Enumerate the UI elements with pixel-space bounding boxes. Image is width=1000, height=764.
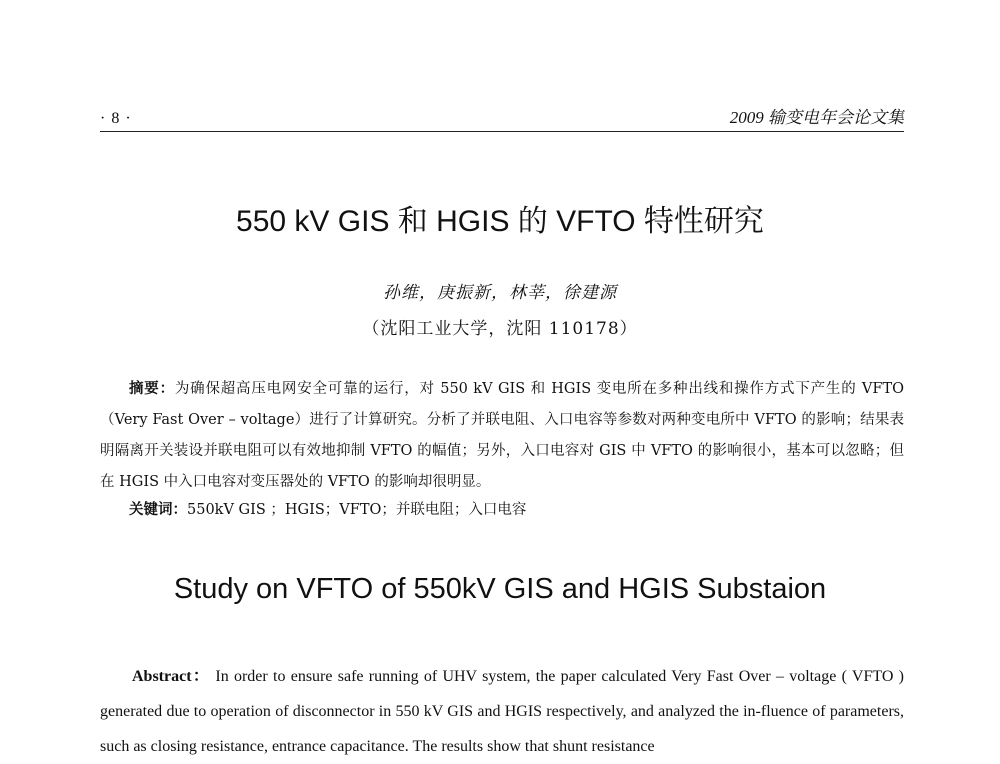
keywords-cn-label: 关键词： [129, 502, 187, 518]
keywords-cn-text: 550kV GIS ；HGIS；VFTO；并联电阻；入口电容 [187, 502, 527, 518]
running-head [100, 102, 904, 128]
page-number: · 8 · [100, 110, 132, 127]
keywords-cn [100, 498, 904, 522]
abstract-en-text: In order to ensure safe running of UHV system, the paper calculated Very Fast Over – voltage ( VFTO ) generated due to operation of disconnector in 550 kV GIS and HGIS respectively, and analyzed the in-fluence of parameters, such as closing resistance, entrance capacitance. The results show that shunt resistance [100, 668, 905, 755]
abstract-en-label: Abstract： [132, 668, 211, 685]
paper-title-cn: 550 kV GIS 和 HGIS 的 VFTO 特性研究 [236, 205, 764, 238]
abstract-cn [100, 374, 904, 498]
abstract-cn-label: 摘要： [129, 381, 175, 397]
abstract-en [100, 659, 904, 764]
paper-title-en: Study on VFTO of 550kV GIS and HGIS Substaion [173, 573, 827, 605]
header-rule [100, 131, 904, 132]
authors-cn: 孙维，庚振新，林莘，徐建源 [383, 283, 617, 303]
affiliation-cn: （沈阳工业大学，沈阳 110178） [362, 319, 638, 339]
abstract-cn-text: 为确保超高压电网安全可靠的运行，对 550 kV GIS 和 HGIS 变电所在多种出线和操作方式下产生的 VFTO（Very Fast Over – voltage）进行了计算研究。分析了并联电阻、入口电容等参数对两种变电所中 VFTO 的影响；结果表明隔离开关装设并联电阻可以有效地抑制 VFTO 的幅值；另外，入口电容对 GIS 中 VFTO 的影响很小，基本可以忽略；但在 HGIS 中入口电容对变压器处的 VFTO 的影响却很明显。 [100, 381, 905, 490]
journal-name: 2009 输变电年会论文集 [729, 108, 904, 127]
